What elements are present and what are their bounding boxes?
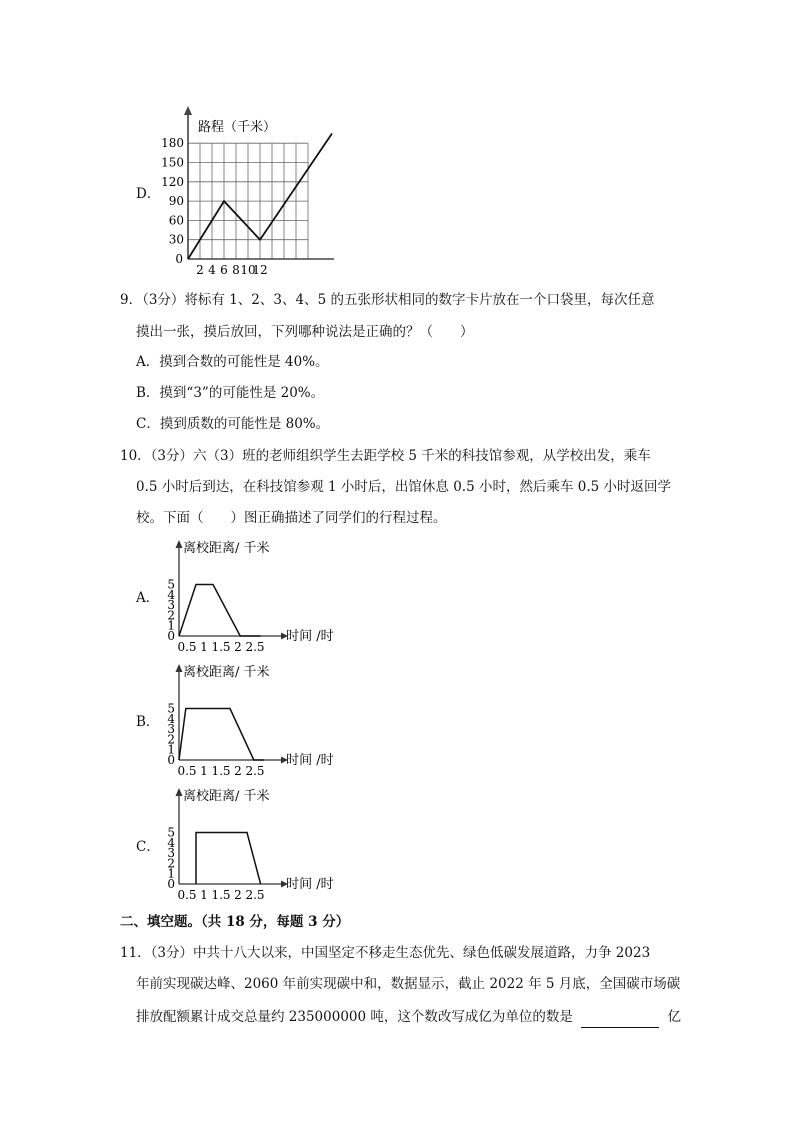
y-tick-label: 60: [168, 213, 184, 228]
y-axis-label: 路程（千米）: [198, 120, 277, 135]
y-tick-label: 30: [168, 232, 184, 247]
y-tick-label: 2: [167, 608, 175, 623]
origin-label: 0: [175, 252, 183, 266]
y-tick-label: 1: [167, 742, 175, 757]
distance-line-chart: [162, 104, 334, 276]
q10-stem-line1: 10．（3分）六（3）班的老师组织学生去距学校 5 千米的科技馆参观，从学校出发，乘车: [120, 448, 651, 464]
y-axis-arrow-icon: [176, 664, 183, 672]
x-tick-label: 8: [232, 263, 240, 276]
x-tick-label: 2: [234, 640, 242, 652]
trip-chart-c: [160, 784, 340, 900]
y-tick-label: 90: [168, 194, 184, 209]
y-tick-label: 5: [167, 701, 175, 716]
y-tick-label: 5: [167, 577, 175, 592]
y-axis-arrow-icon: [176, 788, 183, 796]
trip-chart-a: [160, 536, 340, 652]
x-tick-label: 2.5: [245, 888, 265, 900]
x-tick-label: 10: [240, 263, 256, 276]
q10-option-c-label[interactable]: C．: [136, 839, 160, 855]
y-axis-arrow-icon: [176, 540, 183, 548]
x-tick-label: 4: [208, 263, 216, 276]
x-axis-label: 时间 /时: [286, 753, 334, 768]
x-tick-label: 1.5: [211, 640, 231, 652]
origin-label: 0: [167, 629, 175, 643]
trip-series-line: [179, 585, 261, 637]
x-tick-label: 2: [196, 263, 204, 276]
x-tick-label: 1: [200, 640, 208, 652]
q10-option-b-label[interactable]: B．: [136, 714, 160, 730]
q9-stem-line1: 9．（3分）将标有 1、2、3、4、5 的五张形状相同的数字卡片放在一个口袋里，每次任意: [120, 292, 655, 308]
x-tick-label: 2: [234, 888, 242, 900]
q9-option-b[interactable]: B．摸到“3”的可能性是 20%。: [136, 385, 325, 401]
y-tick-label: 4: [167, 835, 175, 850]
origin-label: 0: [167, 753, 175, 767]
trip-line-chart-c: [160, 784, 340, 900]
option-d-label: D．: [136, 186, 161, 202]
y-tick-label: 5: [167, 825, 175, 840]
y-tick-label: 3: [167, 846, 175, 861]
y-tick-label: 3: [167, 598, 175, 613]
q10-option-a-label[interactable]: A．: [136, 590, 160, 606]
x-tick-label: 0.5: [177, 640, 197, 652]
q9-stem-line2: 摸出一张，摸后放回，下列哪种说法是正确的？（ ）: [136, 324, 474, 340]
q11-stem-line3: [136, 1007, 681, 1028]
x-tick-label: 12: [252, 263, 268, 276]
y-tick-label: 4: [167, 711, 175, 726]
x-tick-label: 6: [220, 263, 228, 276]
y-tick-label: 2: [167, 732, 175, 747]
y-tick-label: 2: [167, 856, 175, 871]
y-tick-label: 3: [167, 722, 175, 737]
q9-option-a[interactable]: A．摸到合数的可能性是 40%。: [136, 354, 329, 370]
section-title-fill-in: 二、填空题。（共 18 分，每题 3 分）: [120, 914, 350, 930]
y-tick-label: 1: [167, 618, 175, 633]
q9-option-c[interactable]: C．摸到质数的可能性是 80%。: [136, 416, 330, 432]
y-axis-label: 离校距离/ 千米: [183, 789, 270, 804]
x-tick-label: 0.5: [177, 888, 197, 900]
y-tick-label: 120: [162, 174, 184, 189]
q10-stem-line2: 0.5 小时后到达，在科技馆参观 1 小时后，出馆休息 0.5 小时，然后乘车 0.5 小时返回学: [136, 479, 672, 495]
y-tick-label: 180: [162, 136, 184, 151]
q11-unit-text: 亿: [667, 1009, 681, 1025]
distance-chart-d: [162, 104, 334, 276]
trip-line-chart-a: [160, 536, 340, 652]
q11-stem-line2: 年前实现碳达峰、2060 年前实现碳中和，数据显示，截止 2022 年 5 月底，全国碳市场碳: [136, 976, 681, 992]
x-tick-label: 1: [200, 888, 208, 900]
q10-stem-line3: 校。下面（ ）图正确描述了同学们的行程过程。: [136, 510, 447, 526]
y-tick-label: 4: [167, 587, 175, 602]
y-axis-label: 离校距离/ 千米: [183, 665, 270, 680]
x-tick-label: 0.5: [177, 764, 197, 776]
y-tick-label: 150: [162, 155, 184, 170]
trip-chart-b: [160, 660, 340, 776]
origin-label: 0: [167, 877, 175, 891]
x-tick-label: 2.5: [245, 640, 265, 652]
x-tick-label: 1: [200, 764, 208, 776]
x-tick-label: 2.5: [245, 764, 265, 776]
y-axis-label: 离校距离/ 千米: [183, 541, 270, 556]
trip-line-chart-b: [160, 660, 340, 776]
trip-series-line: [196, 833, 261, 885]
q11-stem-line1: 11．（3分）中共十八大以来，中国坚定不移走生态优先、绿色低碳发展道路，力争 2023: [120, 945, 651, 961]
y-axis-arrow-icon: [184, 106, 192, 115]
x-tick-label: 1.5: [211, 888, 231, 900]
q11-line3-text: 排放配额累计成交总量约 235000000 吨，这个数改写成亿为单位的数是: [136, 1009, 573, 1025]
trip-series-line: [179, 709, 264, 761]
x-tick-label: 2: [234, 764, 242, 776]
x-tick-label: 1.5: [211, 764, 231, 776]
y-tick-label: 1: [167, 866, 175, 881]
x-axis-label: 时间 /时: [286, 877, 334, 892]
x-axis-label: 时间 /时: [286, 629, 334, 644]
q11-answer-blank[interactable]: [581, 1007, 659, 1028]
